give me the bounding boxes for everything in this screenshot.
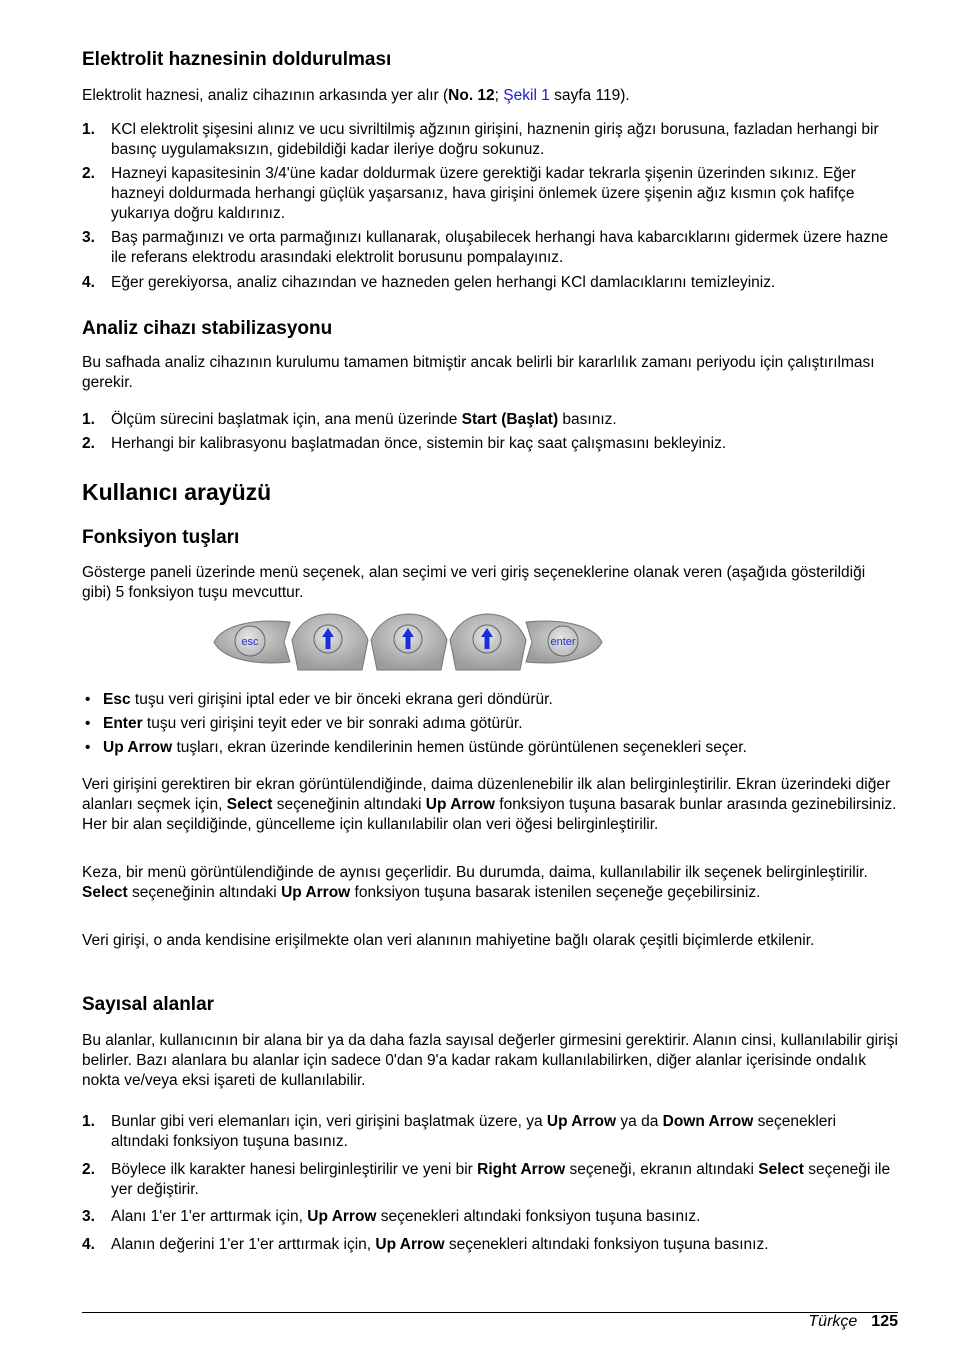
function-keys-paragraph-3: Veri girişi, o anda kendisine erişilmekte olan veri alanının mahiyetine bağlı olarak çeşitli biçimlerde etkilenir. <box>82 932 815 949</box>
heading-electrolyte-fill: Elektrolit haznesinin doldurulması <box>82 49 392 70</box>
list-item: 1. KCl elektrolit şişesini alınız ve ucu sivriltilmiş ağzının girişini, haznenin giriş ağzı borusuna, fazladan herhangi bir basınç uygulamaksızın, gidebildiği kadar ileriye doğru sokunuz. <box>82 121 879 158</box>
electrolyte-steps <box>82 120 898 293</box>
enter-key <box>526 621 602 663</box>
heading-stabilization: Analiz cihazı stabilizasyonu <box>82 318 333 339</box>
up-arrow-key <box>371 614 447 670</box>
function-keys-paragraph-2: Keza, bir menü görüntülendiğinde de aynısı geçerlidir. Bu durumda, daima, kullanılabilir ilk seçenek belirginleştirilir. Select seçeneğinin altındaki Up Arrow fonksiyon tuşuna basarak istenilen seçeneğe geçebilirsiniz. <box>82 864 868 901</box>
esc-key-label: esc <box>241 636 259 648</box>
stabilization-intro: Bu safhada analiz cihazının kurulumu tamamen bitmiştir ancak belirli bir kararlılık zamanı periyodu için çalıştırılması gerekir. <box>82 354 875 391</box>
page-footer <box>808 1312 898 1332</box>
function-keys-bullets <box>82 690 898 762</box>
page-number: 125 <box>871 1313 898 1330</box>
list-item: 2. Böylece ilk karakter hanesi belirginleştirilir ve yeni bir Right Arrow seçeneği, ekranın altındaki Select seçeneği ile yer değiştirir. <box>82 1161 891 1198</box>
numeric-fields-intro: Bu alanlar, kullanıcının bir alana bir ya da daha fazla sayısal değerler girmesini gerektirir. Alanın cinsi, kullanılabilir girişi belirler. Bazı alanlara bu alanlar için sadece 0'dan 9'a kadar rakam kullanılabilirken, diğer alanlar içerisinde ondalık nokta ve/veya eksi işareti de kullanılabilir. <box>82 1032 898 1089</box>
numeric-fields-steps <box>82 1112 898 1255</box>
function-keys-intro: Gösterge paneli üzerinde menü seçenek, alan seçimi ve veri giriş seçeneklerine olanak veren (aşağıda gösterildiği gibi) 5 fonksiyon tuşu mevcuttur. <box>82 564 866 601</box>
stabilization-steps <box>82 410 898 454</box>
footer-language: Türkçe <box>808 1313 858 1330</box>
function-keys-paragraph-1: Veri girişini gerektiren bir ekran görüntülendiğinde, daima düzenlenebilir ilk alan belirginleştirilir. Ekran üzerindeki diğer alanları seçmek için, Select seçeneğinin altındaki Up Arrow fonksiyon tuşuna basarak bunlar arasında gezinebilirsiniz. Her bir alan seçildiğinde, güncelleme için kullanılabilir olan veri öğesi belirginleştirilir. <box>82 776 897 833</box>
heading-user-interface: Kullanıcı arayüzü <box>82 479 272 505</box>
list-item: 4. Eğer gerekiyorsa, analiz cihazından ve hazneden gelen herhangi KCl damlacıklarını temizleyiniz. <box>82 274 776 291</box>
list-item: 4. Alanın değerini 1'er 1'er arttırmak için, Up Arrow seçenekleri altındaki fonksiyon tuşuna basınız. <box>82 1236 769 1253</box>
list-item: 3. Baş parmağınızı ve orta parmağınızı kullanarak, oluşabilecek herhangi hava kabarcıklarını gidermek üzere hazne ile referans elektrodu arasındaki elektrolit borusunu pompalayınız. <box>82 229 889 266</box>
heading-numeric-fields: Sayısal alanlar <box>82 994 215 1015</box>
list-item: 1. Ölçüm sürecini başlatmak için, ana menü üzerinde Start (Başlat) basınız. <box>82 411 617 428</box>
list-item: • Up Arrow tuşları, ekran üzerinde kendilerinin hemen üstünde görüntülenen seçenekleri seçer. <box>85 739 747 756</box>
list-item: • Esc tuşu veri girişini iptal eder ve bir önceki ekrana geri döndürür. <box>85 691 553 708</box>
function-keys-illustration <box>212 612 604 672</box>
electrolyte-intro: Elektrolit haznesi, analiz cihazının arkasında yer alır (No. 12; Şekil 1 sayfa 119). <box>82 87 630 104</box>
enter-key-label: enter <box>550 636 576 648</box>
list-item: 2. Herhangi bir kalibrasyonu başlatmadan önce, sistemin bir kaç saat çalışmasını bekleyiniz. <box>82 435 727 452</box>
esc-key <box>214 621 290 663</box>
up-arrow-key <box>450 614 526 670</box>
list-item: 2. Hazneyi kapasitesinin 3/4'üne kadar doldurmak üzere gerektiği kadar tekrarla şişenin üzerinden sıkınız. Eğer hazneyi doldurmada herhangi güçlük yaşarsanız, hava girişini önlemek üzere şişenin ağız kısmın çok hafifçe yukarıya doğru kaldırınız. <box>82 165 856 222</box>
heading-function-keys: Fonksiyon tuşları <box>82 527 240 548</box>
up-arrow-key <box>292 614 368 670</box>
list-item: 1. Bunlar gibi veri elemanları için, veri girişini başlatmak üzere, ya Up Arrow ya da Down Arrow seçenekleri altındaki fonksiyon tuşuna basınız. <box>82 1113 837 1150</box>
list-item: • Enter tuşu veri girişini teyit eder ve bir sonraki adıma götürür. <box>85 715 523 732</box>
figure-link[interactable]: Şekil 1 <box>503 87 550 104</box>
footer-rule <box>82 1312 898 1313</box>
list-item: 3. Alanı 1'er 1'er arttırmak için, Up Arrow seçenekleri altındaki fonksiyon tuşuna basınız. <box>82 1208 701 1225</box>
